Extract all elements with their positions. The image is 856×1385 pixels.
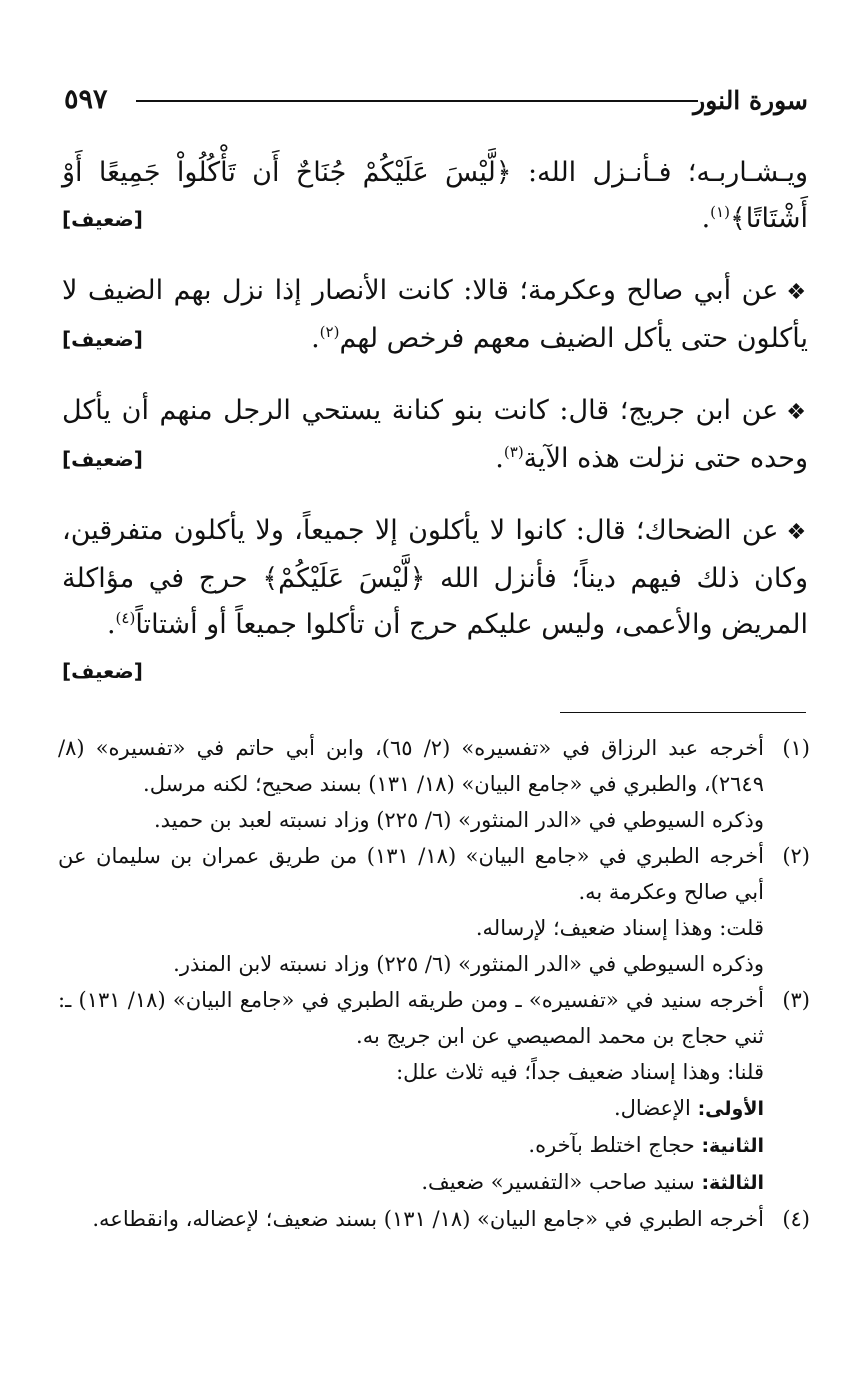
- defect-text: حجاج اختلط بآخره.: [528, 1133, 702, 1157]
- paragraph-1: [62, 150, 808, 242]
- footnote-body: [58, 982, 764, 1201]
- footnote-ref-3[interactable]: (٣): [503, 443, 524, 461]
- main-text: [62, 150, 808, 694]
- defect-label: الثانية:: [701, 1135, 764, 1157]
- footnotes: [58, 730, 810, 1237]
- footnote-body: [58, 838, 764, 982]
- footnote-ref-2[interactable]: (٢): [319, 323, 340, 341]
- paragraph-3: [62, 388, 808, 482]
- footnote-line: أخرجه عبد الرزاق في «تفسيره» (٢/ ٦٥)، وابن أبي حاتم في «تفسيره» (٨/ ٢٦٤٩)، والطبري في «جامع البيان» (١٨/ ١٣١) بسند صحيح؛ لكنه مرسل.: [58, 736, 764, 796]
- page-number: ٥٩٧: [64, 84, 108, 115]
- footnote-line: أخرجه سنيد في «تفسيره» ـ ومن طريقه الطبري في «جامع البيان» (١٨/ ١٣١) ـ: ثني حجاج بن محمد المصيصي عن ابن جريج به.: [58, 988, 764, 1048]
- footnote-1: [58, 730, 810, 838]
- paragraph-end: .: [495, 443, 504, 474]
- footnote-line: وذكره السيوطي في «الدر المنثور» (٦/ ٢٢٥) وزاد نسبته لعبد بن حميد.: [153, 808, 764, 832]
- page-header: [64, 84, 808, 120]
- defect-label: الثالثة:: [701, 1172, 764, 1194]
- grade-label: [ضعيف]: [62, 207, 143, 231]
- footnote-line: أخرجه الطبري في «جامع البيان» (١٨/ ١٣١) من طريق عمران بن سليمان عن أبي صالح وعكرمة به.: [58, 844, 764, 904]
- footnote-number: (١): [782, 736, 810, 760]
- grade-label: [ضعيف]: [62, 447, 143, 471]
- footnote-line: وذكره السيوطي في «الدر المنثور» (٦/ ٢٢٥) وزاد نسبته لابن المنذر.: [173, 952, 764, 976]
- paragraph-text: ويـشـاربـه؛ فـأنـزل الله:: [511, 157, 808, 188]
- footnote-2: [58, 838, 810, 982]
- quran-quote: ﴿لَّيْسَ عَلَيْكُمْ جُنَاحٌ أَن تَأْكُلُواْ جَمِيعًا أَوْ أَشْتَاتًا﴾: [62, 157, 808, 234]
- paragraph-2: [62, 268, 808, 362]
- paragraph-end: .: [106, 609, 116, 640]
- footnote-number: (٣): [782, 988, 810, 1012]
- paragraph-text: عن أبي صالح وعكرمة؛ قالا: كانت الأنصار إذا نزل بهم الضيف لا يأكلون حتى يأكل الضيف معهم فرخص لهم: [62, 275, 808, 354]
- footnote-ref-4[interactable]: (٤): [115, 609, 136, 627]
- footnote-ref-1[interactable]: (١): [710, 203, 730, 221]
- defect-text: سنيد صاحب «التفسير» ضعيف.: [421, 1170, 702, 1194]
- footnote-line: أخرجه الطبري في «جامع البيان» (١٨/ ١٣١) بسند ضعيف؛ لإعضاله، وانقطاعه.: [92, 1207, 764, 1231]
- paragraph-text: عن ابن جريج؛ قال: كانت بنو كنانة يستحي الرجل منهم أن يأكل وحده حتى نزلت هذه الآية: [62, 395, 808, 474]
- defect-label: الأولى:: [697, 1098, 764, 1120]
- defect-item: [58, 1127, 764, 1164]
- footnote-line: قلت: وهذا إسناد ضعيف؛ لإرساله.: [475, 916, 764, 940]
- footnote-separator: [560, 712, 806, 713]
- footnote-body: [58, 1201, 764, 1237]
- bullet-star-icon: ❖: [786, 520, 808, 545]
- bullet-star-icon: ❖: [786, 280, 808, 305]
- defect-text: الإعضال.: [614, 1096, 698, 1120]
- quran-quote: ﴿لَّيْسَ عَلَيْكُمْ﴾: [262, 563, 426, 594]
- paragraph-4: [62, 508, 808, 683]
- footnote-number: (٤): [782, 1207, 810, 1231]
- grade-label: [ضعيف]: [62, 659, 143, 683]
- defect-item: [58, 1090, 764, 1127]
- footnote-number: (٢): [782, 844, 810, 868]
- paragraph-text: حرج في مؤاكلة المريض والأعمى، وليس عليكم حرج أن تأكلوا جميعاً أو أشتاتاً: [62, 563, 808, 640]
- surah-title: سورة النور: [693, 86, 808, 115]
- paragraph-end: .: [701, 203, 711, 234]
- paragraph-end: .: [311, 323, 320, 354]
- defect-item: [58, 1164, 764, 1201]
- footnote-4: [58, 1201, 810, 1237]
- footnote-3: [58, 982, 810, 1201]
- footnote-body: [58, 730, 764, 838]
- bullet-star-icon: ❖: [786, 400, 808, 425]
- paragraph-text: عن الضحاك؛ قال: كانوا لا يأكلون إلا جميعاً، ولا يأكلون متفرقين، وكان ذلك فيهم ديناً؛ فأنزل الله: [62, 515, 808, 594]
- footnote-line: قلنا: وهذا إسناد ضعيف جداً؛ فيه ثلاث علل:: [396, 1060, 764, 1084]
- grade-label: [ضعيف]: [62, 327, 143, 351]
- header-rule: [136, 100, 698, 102]
